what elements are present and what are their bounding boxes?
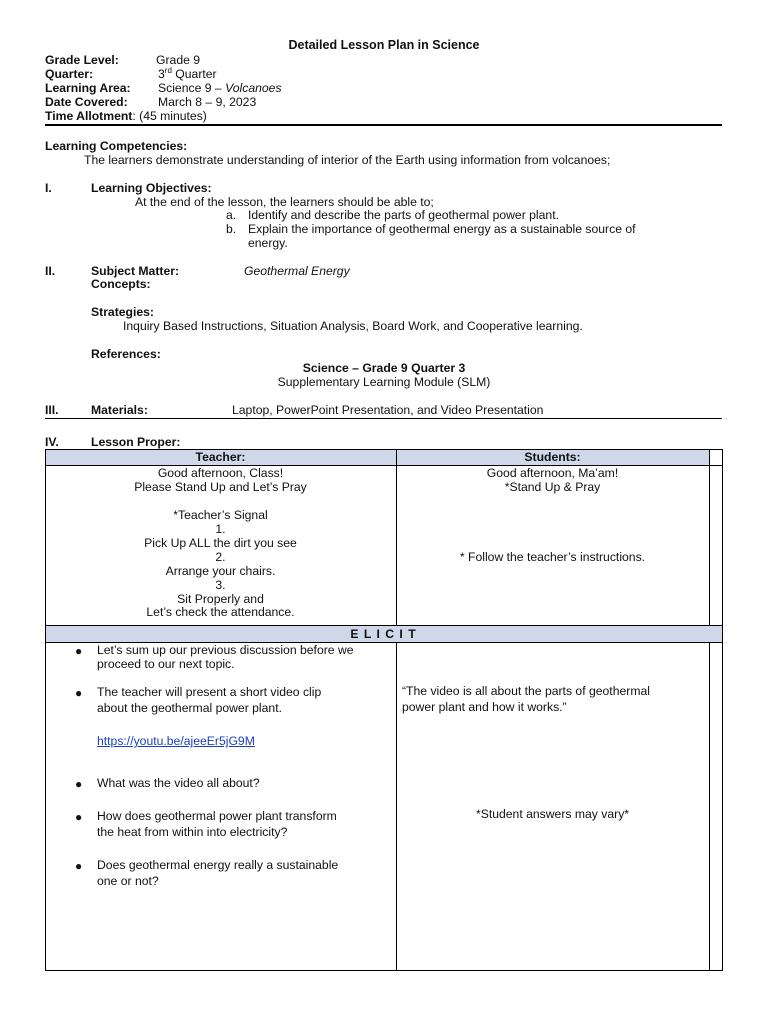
signal-text-3: Sit Properly and <box>177 592 264 606</box>
elicit-header: E L I C I T <box>350 627 417 641</box>
grade-label: Grade Level: <box>45 53 119 67</box>
area-label: Learning Area: <box>45 81 131 95</box>
quarter-label: Quarter: <box>45 67 94 81</box>
subject-value: Geothermal Energy <box>244 264 350 278</box>
competencies-label: Learning Competencies: <box>45 139 188 153</box>
subject-num: II. <box>45 264 56 278</box>
objective-b-cont: energy. <box>248 236 288 250</box>
attendance-text: Let’s check the attendance. <box>146 605 295 619</box>
elicit-answer-1-line2: power plant and how it works.” <box>402 700 567 714</box>
objective-a-letter: a. <box>226 208 237 222</box>
objectives-num: I. <box>45 181 52 195</box>
objective-a-text: Identify and describe the parts of geothermal power plant. <box>248 208 559 222</box>
signal-num-1: 1. <box>215 522 226 536</box>
page-title: Detailed Lesson Plan in Science <box>288 38 480 52</box>
concepts-label: Concepts: <box>91 277 151 291</box>
video-link[interactable]: https://youtu.be/ajeeEr5jG9M <box>97 734 255 748</box>
students-header: Students: <box>524 450 581 464</box>
students-pray: *Stand Up & Pray <box>504 480 601 494</box>
quarter-value: 3rd Quarter <box>158 65 217 81</box>
elicit-item-2-line2: about the geothermal power plant. <box>97 701 282 715</box>
competencies-text: The learners demonstrate understanding of interior of the Earth using information from volcanoes; <box>84 153 611 167</box>
elicit-item-5-line1: Does geothermal energy really a sustainable <box>97 858 339 872</box>
bullet-icon: ● <box>75 859 83 873</box>
bullet-icon: ● <box>75 810 83 824</box>
reference-subtitle: Supplementary Learning Module (SLM) <box>277 375 491 389</box>
objective-b-letter: b. <box>226 222 237 236</box>
students-follow: * Follow the teacher’s instructions. <box>459 550 646 564</box>
bullet-icon: ● <box>75 686 83 700</box>
lesson-label: Lesson Proper: <box>91 435 181 449</box>
strategies-text: Inquiry Based Instructions, Situation Analysis, Board Work, and Cooperative learning. <box>123 319 583 333</box>
teacher-pray: Please Stand Up and Let’s Pray <box>134 480 307 494</box>
bullet-icon: ● <box>75 644 83 658</box>
teacher-header: Teacher: <box>195 450 246 464</box>
signal-text-2: Arrange your chairs. <box>165 564 276 578</box>
time-allotment: Time Allotment: (45 minutes) <box>45 109 207 123</box>
date-label: Date Covered: <box>45 95 128 109</box>
elicit-answer-2: *Student answers may vary* <box>475 807 630 821</box>
strategies-label: Strategies: <box>91 305 154 319</box>
signal-text-1: Pick Up ALL the dirt you see <box>144 536 297 550</box>
bullet-icon: ● <box>75 777 83 791</box>
references-label: References: <box>91 347 161 361</box>
materials-divider <box>45 418 722 419</box>
materials-value: Laptop, PowerPoint Presentation, and Video Presentation <box>232 403 544 417</box>
signal-num-3: 3. <box>215 578 226 592</box>
date-value: March 8 – 9, 2023 <box>158 95 257 109</box>
elicit-item-1-line2: proceed to our next topic. <box>97 657 235 671</box>
lesson-num: IV. <box>45 435 59 449</box>
objectives-intro: At the end of the lesson, the learners should be able to; <box>135 195 434 209</box>
header-divider <box>45 124 722 126</box>
teacher-greeting: Good afternoon, Class! <box>157 466 284 480</box>
elicit-item-1-line1: Let’s sum up our previous discussion before we <box>97 643 354 657</box>
elicit-answer-1-line1: “The video is all about the parts of geothermal <box>402 684 650 698</box>
area-value: Science 9 – Volcanoes <box>158 81 282 95</box>
elicit-item-4-line2: the heat from within into electricity? <box>97 825 288 839</box>
elicit-item-4-line1: How does geothermal power plant transform <box>97 809 337 823</box>
materials-num: III. <box>45 403 59 417</box>
objectives-label: Learning Objectives: <box>91 181 212 195</box>
elicit-item-5-line2: one or not? <box>97 874 159 888</box>
objective-b-text: Explain the importance of geothermal energy as a sustainable source of <box>248 222 636 236</box>
reference-title: Science – Grade 9 Quarter 3 <box>302 361 466 375</box>
materials-label: Materials: <box>91 403 148 417</box>
grade-value: Grade 9 <box>156 53 201 67</box>
elicit-item-3-line1: What was the video all about? <box>97 776 260 790</box>
elicit-item-2-line1: The teacher will present a short video clip <box>97 685 322 699</box>
teacher-signal: *Teacher’s Signal <box>173 508 268 522</box>
students-greeting: Good afternoon, Ma’am! <box>486 466 619 480</box>
signal-num-2: 2. <box>215 550 226 564</box>
subject-label: Subject Matter: <box>91 264 180 278</box>
